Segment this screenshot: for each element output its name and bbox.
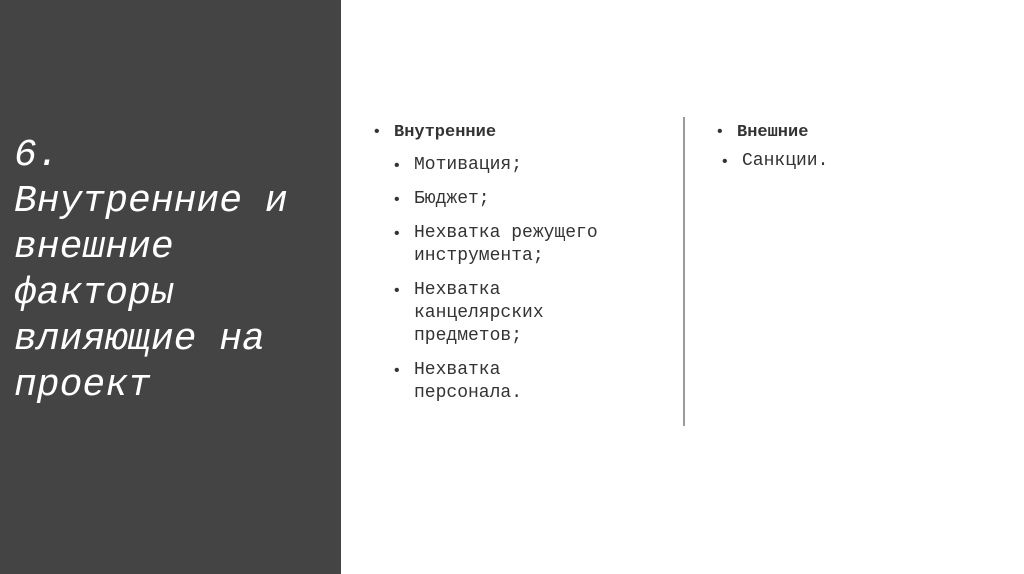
list-item-text: Нехватка персонала. [414,360,523,403]
bullet-icon: • [394,362,400,379]
list-item-text: Нехватка режущего инструмента; [414,223,598,266]
list-item-text: Санкции. [742,151,829,171]
list-item [394,154,664,177]
internal-heading: Внутренние [394,123,497,142]
slide-title: 6. Внутренние и внешние факторы влияющие на проект [14,134,288,407]
title-panel [0,0,341,574]
external-heading-row [717,120,997,144]
external-factors-column [717,120,997,184]
list-item-text: Нехватка канцелярских предметов; [414,280,544,346]
list-item-text: Мотивация; [414,155,523,175]
list-item [722,150,997,173]
internal-factors-column [374,120,664,416]
list-item [394,279,664,348]
bullet-icon: • [394,282,400,299]
internal-heading-row [374,120,664,144]
bullet-icon: • [394,191,400,208]
list-item-text: Бюджет; [414,189,490,209]
list-item [394,188,664,211]
external-heading: Внешние [737,123,809,142]
bullet-icon: • [717,123,723,140]
bullet-icon: • [374,123,380,140]
column-divider [683,117,685,426]
bullet-icon: • [722,153,728,170]
bullet-icon: • [394,157,400,174]
bullet-icon: • [394,225,400,242]
list-item [394,359,664,405]
list-item [394,222,664,268]
